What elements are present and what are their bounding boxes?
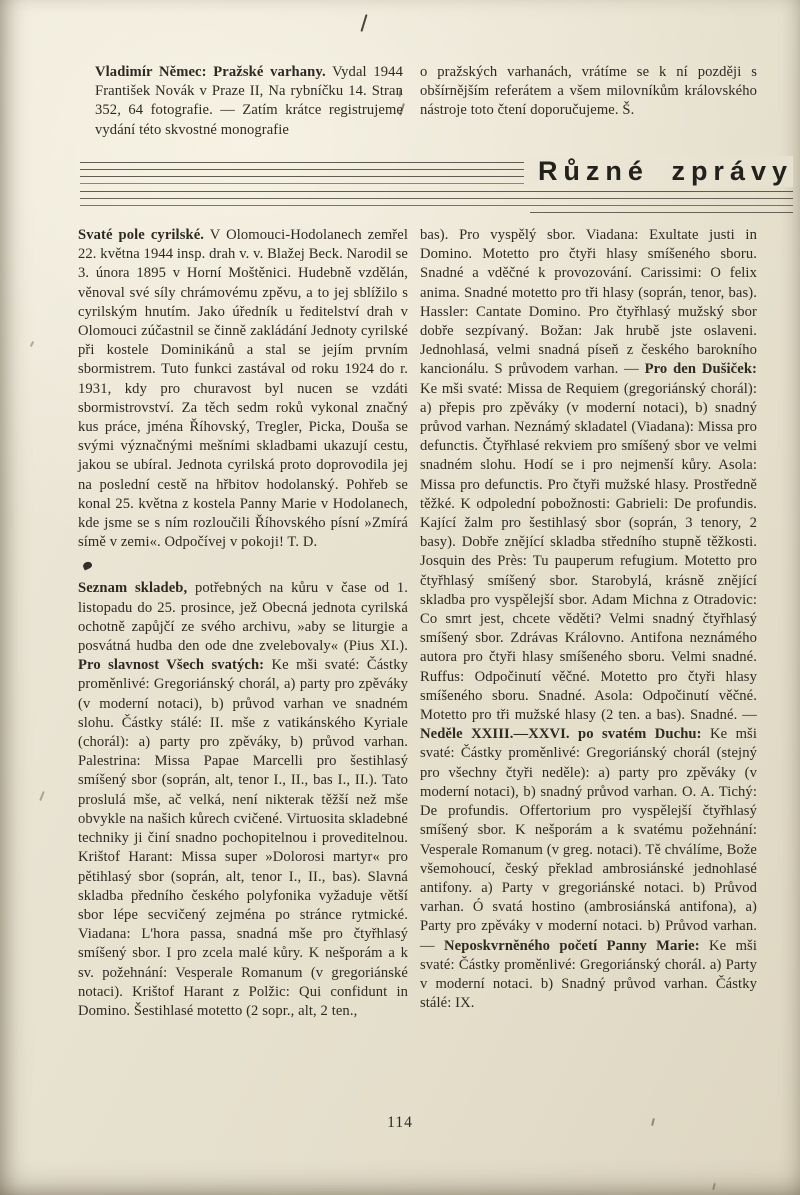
book-review-paragraph: Vladimír Němec: Pražské varhany. Vydal 1944 František Novák v Praze II, Na rybníčku 14. Stran 352, 64 fotografie. — Zatím krátce registrujeme vydání této skvostné monografie bbox=[95, 64, 403, 138]
book-review-continuation: o pražských varhanách, vrátíme se k ní později s obšírnějším referátem a všem milovníkům královského nástroje toto čtení doporučujeme. Š. bbox=[420, 64, 757, 119]
top-left-paragraph bbox=[95, 63, 403, 140]
paragraph-marker bbox=[82, 561, 93, 571]
section-heading: Různé zprávy bbox=[524, 156, 793, 187]
pencil-slash-mark bbox=[39, 791, 45, 801]
top-right-paragraph bbox=[420, 63, 757, 121]
right-column bbox=[420, 226, 757, 1013]
header-rule bbox=[80, 198, 793, 199]
header-rule bbox=[80, 191, 793, 192]
repertoire-list-paragraph: Seznam skladeb, potřebných na kůru v čase od 1. listopadu do 25. prosince, jež Obecná jednota cyrilská ochotně zapůjčí ze svého archivu, »aby se liturgie a posvátná hudba den ode dne zvelebovaly« (Pius XI.). Pro slavnost Všech svatých: Ke mši svaté: Částky proměnlivé: Gregoriánský chorál, a) party pro zpěváky (v moderní notaci), b) průvod varhan ve snadném slohu. Částky stálé: II. mše z vatikánského Kyriale (chorál): a) party pro zpěváky, b) průvod varhan. Palestrina: Missa Papae Marcelli pro šestihlasý smíšený sbor (soprán, alt, tenor I., II., bas I., II.). Tato proslulá mše, ač velká, není nikterak těžší než mše obvykle na našich kůrech cvičené. Virtuosita skladebné techniky ji činí snadno pochopitelnou i proveditelnou. Krištof Harant: Missa super »Dolorosi martyr« pro pětihlasý sbor (soprán, alt, tenor I., II., bas). Slavná skladba předního českého polyfonika vyžaduje větší sbor lépe secvičený zejména po stránce rytmické. Viadana: L'hora passa, snadná mše pro čtyřhlasý smíšený sbor. I pro zcela malé kůry. K nešporám a k sv. požehnání: Vesperale Romanum (v gregoriánské notaci). Krištof Harant z Polžic: Qui confidunt in Domino. Šestihlasé motetto (2 sopr., alt, 2 ten., bbox=[78, 580, 409, 1019]
page-number: 114 bbox=[387, 1114, 413, 1131]
pencil-comma-mark bbox=[30, 341, 35, 347]
header-rule bbox=[80, 162, 558, 163]
header-rule bbox=[80, 169, 558, 170]
header-rule bbox=[80, 176, 558, 177]
pencil-slash-mark bbox=[360, 14, 367, 32]
left-column bbox=[78, 226, 408, 1021]
repertoire-list-continuation: bas). Pro vyspělý sbor. Viadana: Exultate justi in Domino. Motetto pro čtyři hlasy smíšeného sboru. Snadné a vděčné k provozování. Carissimi: O felix anima. Snadné motetto pro tři hlasy (soprán, tenor, bas). Hassler: Cantate Domino. Pro čtyřhlasý mužský sbor dobře sezpívaný. Božan: Jak hrubě jste oslaveni. Jednohlasá, velmi snadná píseň z českého barokního kancionálu. S průvodem varhan. — Pro den Dušiček: Ke mši svaté: Missa de Requiem (gregoriánský chorál): a) přepis pro zpěváky (v moderní notaci), b) snadný průvod varhan. Neznámý skladatel (Viadana): Missa pro defunctis. Čtyřhlasé rekviem pro smíšený sbor ve velmi snadném slohu. Hodí se i pro nejmenší kůry. Asola: Missa pro defunctis. Pro čtyři mužské hlasy. Prostředně těžké. K odpolední pobožnosti: Gabrieli: De profundis. Kající žalm pro šestihlasý sbor (soprán, 3 tenory, 2 basy). Dobře znějící skladba středního stupně těžkosti. Josquin des Près: Tu pauperum refugium. Motetto pro čtyřhlasý smíšený sbor. Starobylá, krásně znějící skladba pro vyspělejší sbor. Adam Michna z Otradovic: Co smrt jest, chcete věděti? Velmi snadný čtyřhlasý smíšený sbor. Zdrávas Královno. Antifona neznámého autora pro čtyři hlasy smíšeného sboru. Velmi snadné. Ruffus: Odpočinutí věčné. Motetto pro čtyři hlasy smíšeného sboru. Snadné. Asola: Odpočinutí věčné. Motetto pro tři mužské hlasy (2 ten. a bas). Snadné. — Neděle XXIII.—XXVI. po svatém Duchu: Ke mši svaté: Částky proměnlivé: Gregoriánský chorál (stejný pro všechny čtyři neděle): a) party pro zpěváky (v moderní notaci), b) snadný průvod varhan. O. A. Tichý: De profundis. Offertorium pro vyspělejší čtyřhlasý smíšený sbor. K nešporám a k svatému požehnání: Vesperale Romanum (v greg. notaci). Tě chválíme, Bože všemohoucí, český překlad ambrosiánské jednohlasé antifony. a) Party v gregoriánské notaci. b) Průvod varhan. Ó svatá hostino (ambrosiánská antifona), a) Party pro zpěváky v moderní notaci. b) Průvod varhan. — Neposkvrněného početí Panny Marie: Ke mši svaté: Částky proměnlivé: Gregoriánský chorál. a) Party v moderní notaci. b) Snadný průvod varhan. Částky stálé: IX. bbox=[420, 227, 757, 1012]
header-rule bbox=[530, 212, 793, 213]
header-rule bbox=[80, 183, 558, 184]
pencil-tick-mark bbox=[712, 1183, 716, 1190]
header-rule bbox=[80, 205, 793, 206]
obituary-paragraph: Svaté pole cyrilské. V Olomouci-Hodolanech zemřel 22. května 1944 insp. drah v. v. Blažej Beck. Narodil se 3. února 1895 v Horní Moštěnici. Hudebně vzdělán, věnoval své síly chrámovému zpěvu, a to jej sblížilo s cyrilským hnutím. Jako úředník u ředitelství drah v Olomouci zúčastnil se činně zakládání Jednoty cyrilské při kostele Dominikánů a stal se jejím prvním sbormistrem. Tuto funkci zastával od roku 1924 do r. 1931, kdy pro churavost byl nucen se vzdáti sbormistrovství. Za těch sedm roků vykonal značný kus práce, jména Říhovský, Tregler, Picka, Douša se svými význačnými mešními skladbami ukazují cestu, jakou se ubíral. Jednota cyrilská proto doprovodila jej na poslední cestě na hřbitov hodolanský. Pohřeb se konal 25. května z kostela Panny Marie v Hodolanech, kde jsme se s ním rozloučili Říhovského písní »Zmírá símě v zemi«. Odpočívej v pokoji! T. D. bbox=[78, 227, 408, 551]
